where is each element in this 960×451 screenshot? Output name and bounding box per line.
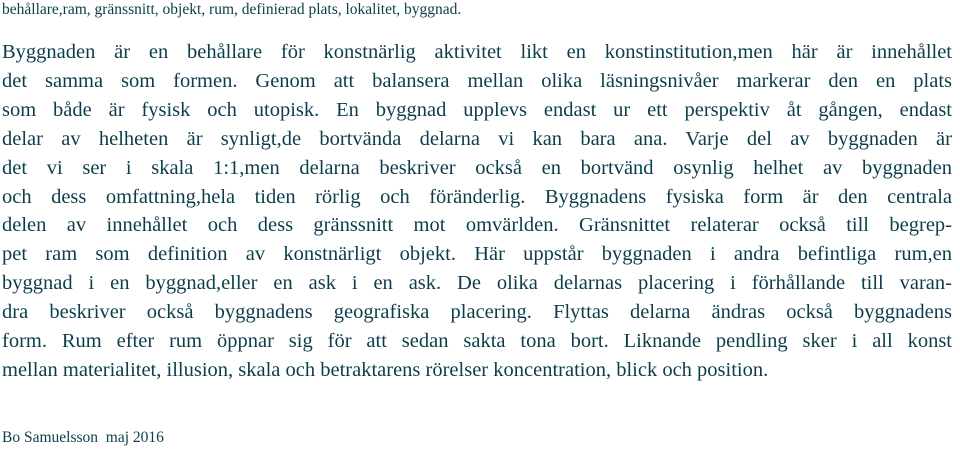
paragraph-line: Byggnaden är en behållare för konstnärlig aktivitet likt en konstinstitution,men här är innehållet — [2, 41, 952, 63]
paragraph-line: form. Rum efter rum öppnar sig för att sedan sakta tona bort. Liknande pendling sker i all konst — [2, 330, 952, 353]
paragraph-line: mellan materialitet, illusion, skala och betraktarens rörelser koncentration, blick och position. — [2, 358, 769, 381]
paragraph-line: det samma som formen. Genom att balansera mellan olika läsningsnivåer markerar den en plats — [2, 69, 952, 92]
paragraph-line: det vi ser i skala 1:1,men delarna beskriver också en bortvänd osynlig helhet av byggnaden — [2, 156, 952, 179]
paragraph-line: delar av helheten är synligt,de bortvända delarna vi kan bara ana. Varje del av byggnaden är — [2, 127, 952, 150]
signature: Bo Samuelsson maj 2016 — [2, 429, 164, 446]
paragraph-line: som både är fysisk och utopisk. En byggnad upplevs endast ur ett perspektiv åt gången, endast — [2, 98, 952, 121]
paragraph-line: och dess omfattning,hela tiden rörlig och föränderlig. Byggnadens fysiska form är den centrala — [2, 185, 952, 208]
keywords-line: behållare,ram, gränssnitt, objekt, rum, definierad plats, lokalitet, byggnad. — [2, 1, 462, 18]
paragraph-line: dra beskriver också byggnadens geografiska placering. Flyttas delarna ändras också byggnadens — [2, 301, 952, 324]
body-paragraph — [2, 38, 952, 385]
paragraph-line: byggnad i en byggnad,eller en ask i en ask. De olika delarnas placering i förhållande till varan- — [2, 272, 952, 295]
paragraph-line: delen av innehållet och dess gränssnitt mot omvärlden. Gränsnittet relaterar också till begrep- — [2, 214, 952, 237]
paragraph-line: pet ram som definition av konstnärligt objekt. Här uppstår byggnaden i andra befintliga rum,en — [2, 243, 952, 266]
